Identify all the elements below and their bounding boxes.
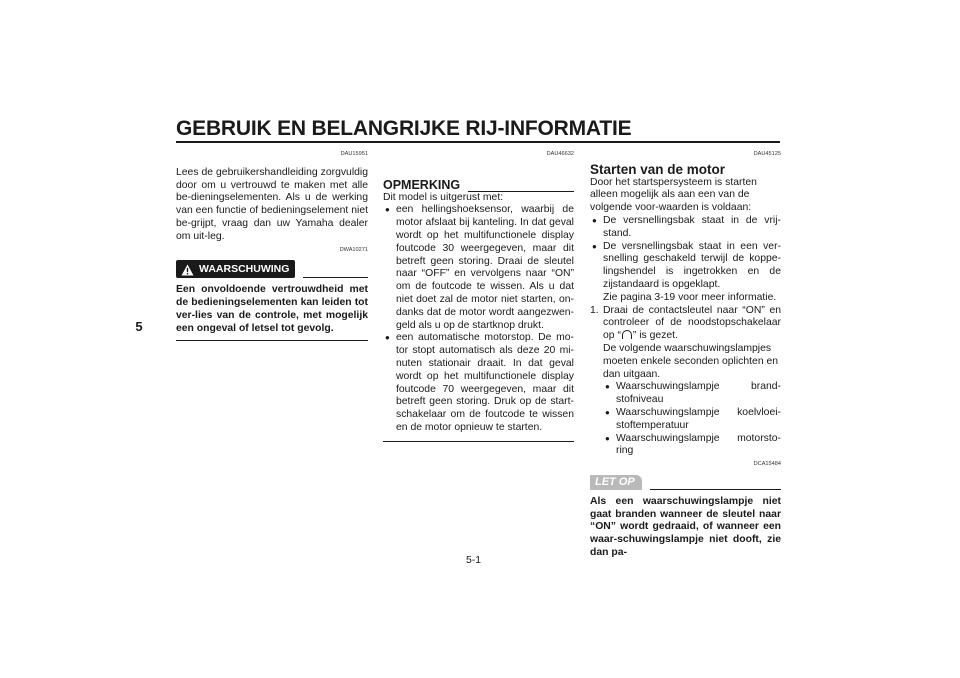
step-number: 1.	[590, 304, 599, 316]
warning-badge	[176, 260, 295, 278]
warning-label: WAARSCHUWING	[199, 263, 290, 276]
doc-code: DAU46632	[546, 151, 574, 157]
list-item-text: een automatische motorstop. De mo-tor stopt automatisch als deze 20 mi-nuten stationair draait. In dat geval wordt op het multifunctionele display foutcode 70 weergegeven, maar dit betreft geen storing. Druk op de start-schakelaar om de foutcode te wissen en de motor opnieuw te starten.	[396, 332, 574, 433]
warning-rule	[303, 277, 368, 278]
bullet-icon: ●	[605, 407, 610, 417]
bullet-icon: ●	[605, 433, 610, 443]
lamp-text: Waarschuwingslampje koelvloei-stoftemperatuur	[616, 406, 781, 431]
lamp-item	[590, 381, 781, 407]
caution-header	[590, 475, 781, 490]
note-header	[383, 179, 574, 192]
list-item-text: een hellingshoeksensor, waarbij de motor afslaat bij kanteling. In dat geval wordt op het multifunctionele display foutcode 30 weergegeven, maar dit betreft geen storing. Draai de sleutel naar “OFF” en vervolgens naar “ON” om de foutcode te wissen. Als u dat niet doet zal de motor niet starten, on-danks dat de motor wordt aangezwen-geld als u op de startknop drukt.	[396, 204, 574, 331]
numbered-step	[590, 305, 781, 343]
run-switch-icon	[622, 330, 632, 339]
warning-end-rule	[176, 340, 368, 341]
lamp-item	[590, 407, 781, 433]
note-title: OPMERKING	[383, 177, 461, 192]
warning-header	[176, 260, 368, 278]
chapter-tab: 5	[135, 319, 143, 334]
bullet-note: Zie pagina 3-19 voor meer informatie.	[603, 291, 777, 303]
doc-code: DWA10271	[339, 246, 368, 253]
bullet-icon: ●	[592, 241, 597, 251]
step-text-a: Draai de contactsleutel naar “ON” en controleer of de noodstopschakelaar op “	[603, 304, 781, 342]
bullet-icon: ●	[592, 215, 597, 225]
caution-rule	[650, 489, 781, 490]
lamp-text: Waarschuwingslampje motorsto-ring	[616, 432, 781, 457]
bullet-icon: ●	[605, 382, 610, 392]
lamp-item	[590, 433, 781, 459]
note-lead: Dit model is uitgerust met:	[383, 191, 504, 203]
step-text	[603, 305, 781, 343]
caution-text: Als een waarschuwingslampje niet gaat branden wanneer de sleutel naar “ON” wordt gedraaid, of wanneer een waar-schuwingslampje niet dooft, zie dan pa-	[590, 495, 781, 558]
intro-paragraph: Lees de gebruikershandleiding zorgvuldig door om u vertrouwd te maken met alle be-dieningselementen. Als u de werking van een functie of bedieningselement niet be-grijpt, vraag dan uw Yamaha dealer om uit-leg.	[176, 166, 368, 242]
warning-triangle-icon	[181, 264, 194, 276]
doc-code: DAU45125	[753, 151, 781, 157]
doc-code: DCA15484	[753, 461, 781, 468]
list-item	[590, 215, 781, 241]
column-3	[590, 148, 781, 560]
note-end-rule	[383, 441, 574, 442]
step-subtext: De volgende waarschuwingslampjes moeten enkele seconden oplichten en dan uitgaan.	[603, 342, 779, 380]
list-item	[590, 241, 781, 292]
list-item	[383, 204, 574, 332]
section-title: Starten van de motor	[590, 161, 726, 177]
lamp-text: Waarschuwingslampje brand-stofniveau	[616, 381, 781, 406]
page-title: GEBRUIK EN BELANGRIJKE RIJ-INFORMATIE	[176, 117, 632, 140]
list-item-text: De versnellingsbak staat in een ver-snelling geschakeld terwijl de koppe-lingshendel is ingetrokken en de zijstandaard is opgeklapt.	[603, 240, 781, 290]
column-2	[383, 148, 574, 442]
section-intro: Door het startspersysteem is starten alleen mogelijk als aan een van de volgende voor-waarden is voldaan:	[590, 176, 757, 214]
title-rule	[176, 141, 780, 143]
doc-code: DAU15951	[340, 151, 368, 157]
list-item	[383, 332, 574, 434]
column-1	[176, 148, 368, 341]
caution-label: LET OP	[590, 475, 642, 490]
list-item-text: De versnellingsbak staat in de vrij-stand.	[603, 214, 781, 239]
bullet-icon: ●	[385, 205, 390, 215]
bullet-icon: ●	[385, 333, 390, 343]
step-text-b: ” is gezet.	[632, 330, 678, 342]
warning-text: Een onvoldoende vertrouwdheid met de bedieningselementen kan leiden tot ver-lies van de controle, met mogelijk een ongeval of letsel tot gevolg.	[176, 284, 368, 334]
page-number: 5-1	[466, 555, 482, 566]
